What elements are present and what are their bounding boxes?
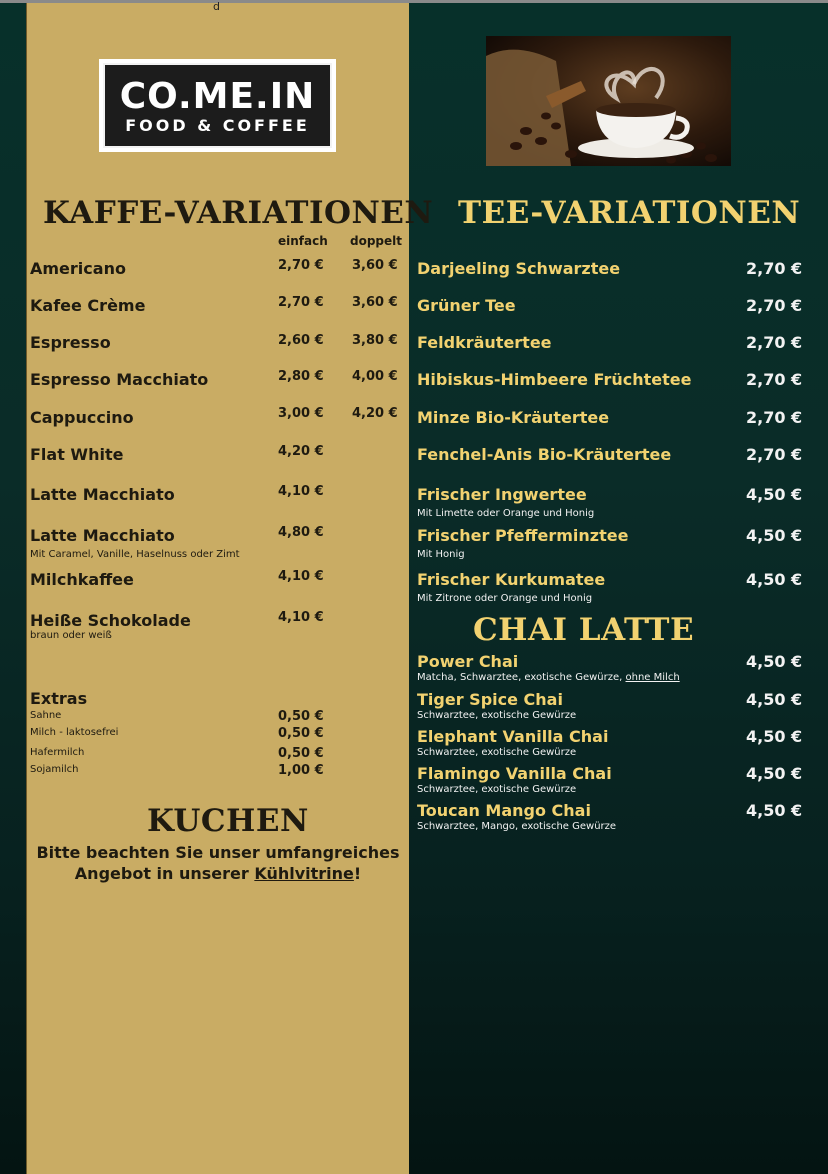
coffee-item-name: Kafee Crème	[30, 296, 146, 315]
extra-item-name: Milch - laktosefrei	[30, 727, 119, 738]
logo	[99, 59, 336, 152]
extra-item-price: 0,50 €	[278, 746, 324, 761]
kuchen-line-1: Bitte beachten Sie unser umfangreiches	[36, 843, 400, 862]
coffee-item-double-price: 4,20 €	[352, 406, 398, 421]
tea-item-price: 4,50 €	[746, 570, 803, 589]
coffee-item-single-price: 4,80 €	[278, 525, 324, 540]
coffee-item-single-price: 3,00 €	[278, 406, 324, 421]
stray-character: d	[213, 0, 220, 13]
chai-item-note: Schwarztee, exotische Gewürze	[417, 710, 577, 721]
chai-item-name: Power Chai	[417, 652, 519, 671]
tea-item-note: Mit Honig	[417, 549, 465, 560]
chai-item-name: Elephant Vanilla Chai	[417, 727, 609, 746]
logo-sub-text: FOOD & COFFEE	[125, 115, 310, 135]
chai-item-note: Schwarztee, exotische Gewürze	[417, 747, 577, 758]
extra-item-name: Sojamilch	[30, 764, 79, 775]
tea-item-price: 2,70 €	[746, 259, 803, 278]
kuchen-line-2-suffix: !	[353, 864, 362, 883]
chai-item-note: Schwarztee, Mango, exotische Gewürze	[417, 821, 617, 832]
coffee-item-name: Flat White	[30, 445, 124, 464]
coffee-item-note: Mit Caramel, Vanille, Haselnuss oder Zimt	[30, 549, 240, 560]
col-single-header: einfach	[278, 234, 328, 248]
coffee-item-single-price: 2,80 €	[278, 369, 324, 384]
chai-item-note: Schwarztee, exotische Gewürze	[417, 784, 577, 795]
tea-title: TEE-VARIATIONEN	[458, 195, 801, 231]
tea-item-price: 2,70 €	[746, 370, 803, 389]
tea-item-price: 2,70 €	[746, 445, 803, 464]
coffee-item-double-price: 3,80 €	[352, 333, 398, 348]
kuchen-notice	[27, 842, 409, 884]
coffee-item-name: Latte Macchiato	[30, 526, 175, 545]
extra-item-name: Hafermilch	[30, 747, 85, 758]
coffee-item-double-price: 3,60 €	[352, 258, 398, 273]
coffee-item-single-price: 4,10 €	[278, 610, 324, 625]
chai-item-note-underlined: ohne Milch	[625, 672, 680, 683]
coffee-item-double-price: 3,60 €	[352, 295, 398, 310]
coffee-item-name: Americano	[30, 259, 126, 278]
extra-item-name: Sahne	[30, 710, 62, 721]
extra-item-price: 0,50 €	[278, 726, 324, 741]
chai-item-price: 4,50 €	[746, 690, 803, 709]
tea-item-note: Mit Limette oder Orange und Honig	[417, 508, 595, 519]
extra-item-price: 1,00 €	[278, 763, 324, 778]
tea-item-name: Feldkräutertee	[417, 333, 552, 352]
chai-item-price: 4,50 €	[746, 652, 803, 671]
kuchen-line-2-prefix: Angebot in unserer	[74, 864, 255, 883]
chai-title: CHAI LATTE	[473, 612, 695, 648]
logo-main-text: CO.ME.IN	[119, 75, 316, 117]
coffee-item-single-price: 4,10 €	[278, 484, 324, 499]
tea-item-price: 4,50 €	[746, 485, 803, 504]
tea-item-name: Frischer Kurkumatee	[417, 570, 606, 589]
kuchen-title: KUCHEN	[147, 803, 309, 839]
coffee-item-single-price: 2,70 €	[278, 258, 324, 273]
coffee-item-name: Milchkaffee	[30, 570, 134, 589]
kuchen-line-2	[27, 863, 409, 884]
coffee-item-single-price: 4,20 €	[278, 444, 324, 459]
tea-item-name: Grüner Tee	[417, 296, 516, 315]
chai-item-name: Toucan Mango Chai	[417, 801, 591, 820]
coffee-cup-photo	[486, 36, 731, 166]
tea-item-name: Frischer Ingwertee	[417, 485, 587, 504]
coffee-item-name: Espresso	[30, 333, 111, 352]
col-double-header: doppelt	[350, 234, 403, 248]
coffee-item-note: braun oder weiß	[30, 630, 112, 641]
chai-item-note	[417, 672, 680, 683]
kuehlvitrine-link: Kühlvitrine	[254, 864, 354, 883]
tea-item-name: Minze Bio-Kräutertee	[417, 408, 610, 427]
tea-item-price: 2,70 €	[746, 296, 803, 315]
coffee-item-name: Espresso Macchiato	[30, 370, 209, 389]
chai-item-note-text: Matcha, Schwarztee, exotische Gewürze,	[417, 672, 626, 683]
tea-item-price: 2,70 €	[746, 408, 803, 427]
chai-item-name: Tiger Spice Chai	[417, 690, 563, 709]
extra-item-price: 0,50 €	[278, 709, 324, 724]
tea-item-name: Fenchel-Anis Bio-Kräutertee	[417, 445, 672, 464]
coffee-item-double-price: 4,00 €	[352, 369, 398, 384]
chai-item-price: 4,50 €	[746, 727, 803, 746]
chai-item-price: 4,50 €	[746, 801, 803, 820]
chai-item-name: Flamingo Vanilla Chai	[417, 764, 612, 783]
coffee-item-name: Cappuccino	[30, 408, 134, 427]
tea-item-name: Darjeeling Schwarztee	[417, 259, 621, 278]
tea-item-name: Hibiskus-Himbeere Früchtetee	[417, 370, 692, 389]
tea-item-price: 2,70 €	[746, 333, 803, 352]
extras-title: Extras	[30, 689, 88, 708]
coffee-title: KAFFE-VARIATIONEN	[43, 195, 434, 231]
coffee-item-single-price: 4,10 €	[278, 569, 324, 584]
tea-item-name: Frischer Pfefferminztee	[417, 526, 629, 545]
coffee-item-single-price: 2,60 €	[278, 333, 324, 348]
coffee-item-name: Latte Macchiato	[30, 485, 175, 504]
chai-item-price: 4,50 €	[746, 764, 803, 783]
tea-item-price: 4,50 €	[746, 526, 803, 545]
coffee-item-name: Heiße Schokolade	[30, 611, 191, 630]
tea-item-note: Mit Zitrone oder Orange und Honig	[417, 593, 593, 604]
coffee-item-single-price: 2,70 €	[278, 295, 324, 310]
